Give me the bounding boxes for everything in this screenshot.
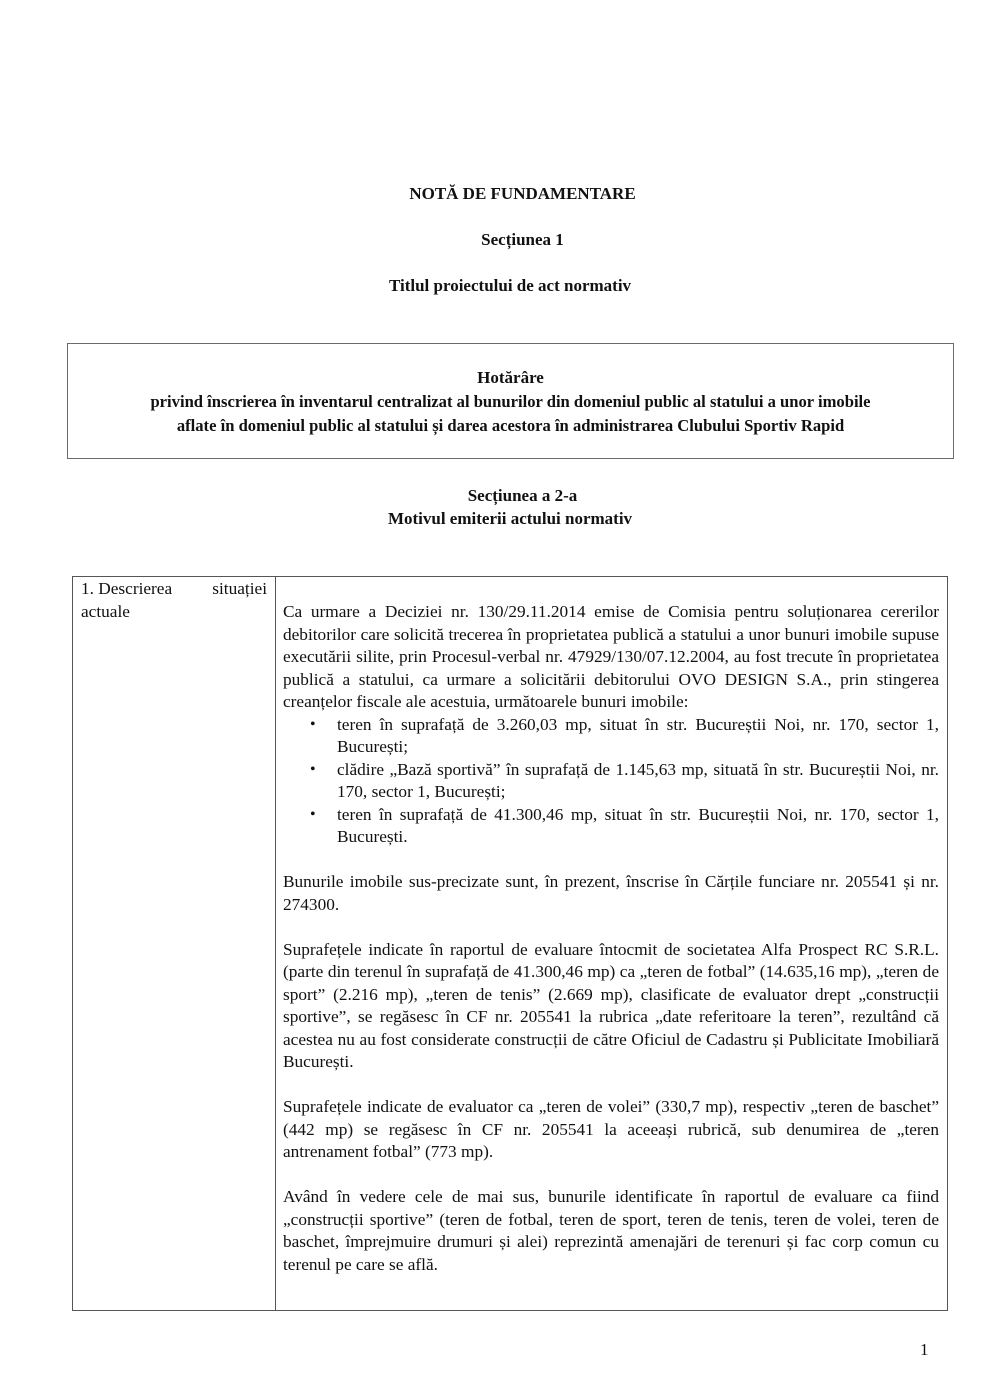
list-item-text: teren în suprafață de 41.300,46 mp, situat în str. Bucureștii Noi, nr. 170, sector 1, București. bbox=[337, 804, 939, 846]
section-2-label: Secțiunea a 2-a bbox=[467, 486, 578, 505]
property-list bbox=[283, 714, 939, 849]
intro-paragraph: Ca urmare a Deciziei nr. 130/29.11.2014 emise de Comisia pentru soluționarea cererilor debitorilor care solicită trecerea în proprietatea publică a statului a unor bunuri imobile supuse executării silite, prin Procesul-verbal nr. 47929/130/07.12.2004, au fost trecute în proprietatea publică a statului, ca urmare a solicitării debitorului OVO DESIGN S.A., prin stingerea creanțelor fiscale ale acestuia, următoarele bunuri imobile: bbox=[283, 602, 939, 711]
act-title-line-1: privind înscrierea în inventarul centralizat al bunurilor din domeniul public al statului a unor imobile bbox=[150, 392, 871, 411]
column-divider bbox=[275, 577, 276, 1310]
row-label-word-1: 1. Descrierea bbox=[81, 579, 173, 598]
act-type: Hotărâre bbox=[477, 368, 544, 387]
section-2-title: Motivul emiterii actului normativ bbox=[387, 509, 633, 528]
list-item bbox=[283, 714, 939, 759]
paragraph-volleyball-basketball: Suprafețele indicate de evaluator ca „teren de volei” (330,7 mp), respectiv „teren de baschet” (442 mp) se regăsesc în CF nr. 205541 la aceeași rubrică, sub denumirea de „teren antrenament fotbal” (773 mp). bbox=[283, 1097, 939, 1161]
row-label-word-2: situației bbox=[212, 579, 267, 598]
list-item bbox=[283, 804, 939, 849]
bullet-icon: • bbox=[310, 805, 316, 823]
row-content-cell bbox=[283, 601, 939, 1276]
motivation-table bbox=[72, 576, 948, 1311]
act-title-box bbox=[67, 343, 954, 459]
list-item-text: teren în suprafață de 3.260,03 mp, situat în str. Bucureștii Noi, nr. 170, sector 1, București; bbox=[337, 714, 939, 756]
row-label-line-1 bbox=[81, 578, 267, 601]
page-number: 1 bbox=[920, 1340, 929, 1359]
document-title: NOTĂ DE FUNDAMENTARE bbox=[409, 184, 636, 203]
bullet-icon: • bbox=[310, 760, 316, 778]
act-title-line-2: aflate în domeniul public al statului și darea acestora în administrarea Clubului Sportiv Rapid bbox=[176, 416, 845, 435]
bullet-icon: • bbox=[310, 715, 316, 733]
row-label-cell bbox=[81, 578, 267, 623]
row-label-line-2: actuale bbox=[81, 601, 130, 621]
list-item-text: clădire „Bază sportivă” în suprafață de 1.145,63 mp, situată în str. Bucureștii Noi, nr. 170, sector 1, București; bbox=[337, 759, 939, 801]
paragraph-evaluation-report: Suprafețele indicate în raportul de evaluare întocmit de societatea Alfa Prospect RC S.R.L. (parte din terenul în suprafață de 41.300,46 mp) ca „teren de fotbal” (14.635,16 mp), „teren de sport” (2.216 mp), „teren de tenis” (2.669 mp), clasificate de evaluator drept „construcții sportive”, se regăsesc în CF nr. 205541 la rubrica „date referitoare la teren”, rezultând că acestea nu au fost considerate construcții de către Oficiul de Cadastru și Publicitate Imobiliară București. bbox=[283, 939, 939, 1071]
section-1-title: Titlul proiectului de act normativ bbox=[388, 276, 632, 295]
section-1-label: Secțiunea 1 bbox=[481, 230, 564, 249]
list-item bbox=[283, 759, 939, 804]
paragraph-conclusion: Având în vedere cele de mai sus, bunurile identificate în raportul de evaluare ca fiind „construcții sportive” (teren de fotbal, teren de sport, teren de tenis, teren de volei, teren de baschet, împrejmuire drumuri și alei) reprezintă amenajări de terenuri și fac corp comun cu terenul pe care se află. bbox=[283, 1187, 939, 1274]
paragraph-land-registry: Bunurile imobile sus-precizate sunt, în prezent, înscrise în Cărțile funciare nr. 205541 și nr. 274300. bbox=[283, 872, 939, 914]
